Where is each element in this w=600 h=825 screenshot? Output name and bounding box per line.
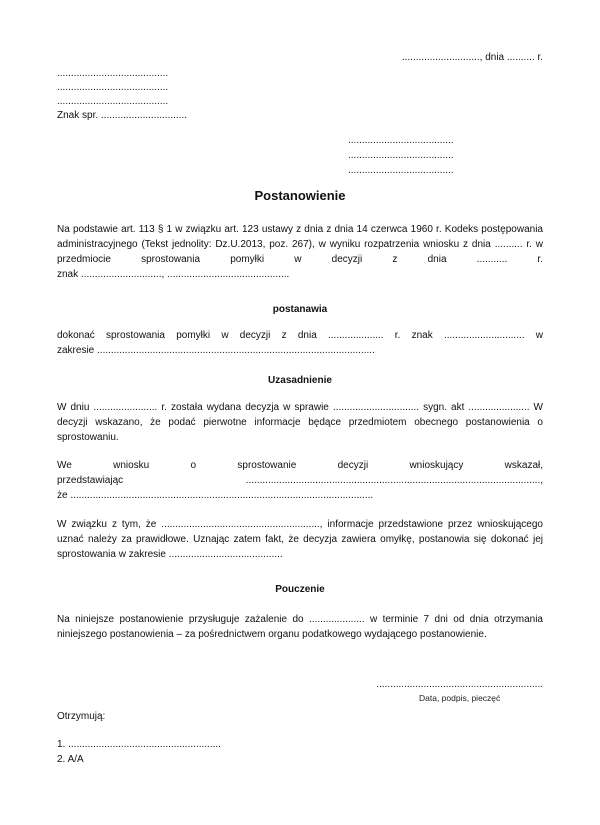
- justification-line: sprostowania w zakresie .........................................: [57, 549, 283, 560]
- legal-basis-line: administracyjnego (Tekst jednolity: Dz.U.2013, poz. 267), w wyniku rozpatrzenia wniosku z dnia .......... r. w: [57, 239, 543, 250]
- justification-line: uznać należy za prawidłowe. Uznając zatem fakt, że decyzja zawiera omyłkę, postanowia się dokonać jej: [57, 534, 543, 545]
- case-reference-line: Znak spr. ...............................: [57, 110, 188, 121]
- signature-fill-line: ............................................................: [376, 679, 543, 690]
- resolution-paragraph: [57, 328, 543, 358]
- resolution-line: zakresie ....................................................................................................: [57, 345, 375, 356]
- justification-paragraph-1: [57, 400, 543, 445]
- recipient-fill-line: ......................................: [348, 150, 454, 161]
- date-line: ............................, dnia .......... r.: [401, 52, 543, 63]
- recipient-block: [348, 133, 543, 178]
- justification-line: W dniu ....................... r. została wydana decyzja w sprawie ............................... sygn. akt ...................... W: [57, 402, 543, 413]
- recipient-fill-line: ......................................: [348, 165, 454, 176]
- recipients-list: [57, 737, 543, 767]
- justification-line: że .............................................................................................................: [57, 490, 374, 501]
- justification-line: przedstawiając ..........................................................................................................,: [57, 475, 543, 486]
- justification-paragraph-3: [57, 517, 543, 562]
- sender-fill-line: ........................................: [57, 68, 169, 79]
- sender-block: [57, 67, 543, 109]
- sender-fill-line: ........................................: [57, 82, 169, 93]
- recipients-list-item: 1. .......................................................: [57, 739, 221, 750]
- legal-basis-line: Na podstawie art. 113 § 1 w związku art. 123 ustawy z dnia z dnia 14 czerwca 1960 r. Kodeks postępowania: [57, 224, 543, 235]
- recipient-fill-line: ......................................: [348, 135, 454, 146]
- justification-line: We wniosku o sprostowanie decyzji wnioskujący wskazał,: [57, 460, 543, 471]
- legal-basis-paragraph: [57, 222, 543, 282]
- resolution-line: dokonać sprostowania pomyłki w decyzji z dnia .................... r. znak ............................. w: [57, 330, 543, 341]
- sender-fill-line: ........................................: [57, 96, 169, 107]
- section-heading-pouczenie: Pouczenie: [275, 584, 325, 595]
- signature-block: [376, 677, 543, 704]
- justification-line: W związku z tym, że ........................................................., informacje przedstawione przez wnioskującego: [57, 519, 543, 530]
- signature-caption: Data, podpis, pieczęć: [419, 693, 501, 703]
- instruction-line: niniejszego postanowienia – za pośrednictwem organu podatkowego wydającego postanowienie.: [57, 629, 487, 640]
- section-heading-uzasadnienie: Uzasadnienie: [268, 375, 332, 386]
- legal-basis-line: przedmiocie sprostowania pomyłki w decyzji z dnia ........... r.: [57, 254, 543, 265]
- instruction-line: Na niniejsze postanowienie przysługuje zażalenie do .................... w terminie 7 dni od dnia otrzymania: [57, 614, 543, 625]
- recipients-label: Otrzymują:: [57, 711, 106, 722]
- instruction-paragraph: [57, 612, 543, 642]
- justification-line: decyzji wskazano, że podać pierwotne informacje będące przedmiotem obecnego postanowienia o: [57, 417, 543, 428]
- legal-basis-line: znak ............................., ............................................: [57, 269, 290, 280]
- justification-paragraph-2: [57, 458, 543, 503]
- recipients-list-item: 2. A/A: [57, 754, 84, 765]
- section-heading-postanawia: postanawia: [272, 304, 328, 315]
- justification-line: sprostowaniu.: [57, 432, 119, 443]
- document-title: Postanowienie: [254, 188, 346, 203]
